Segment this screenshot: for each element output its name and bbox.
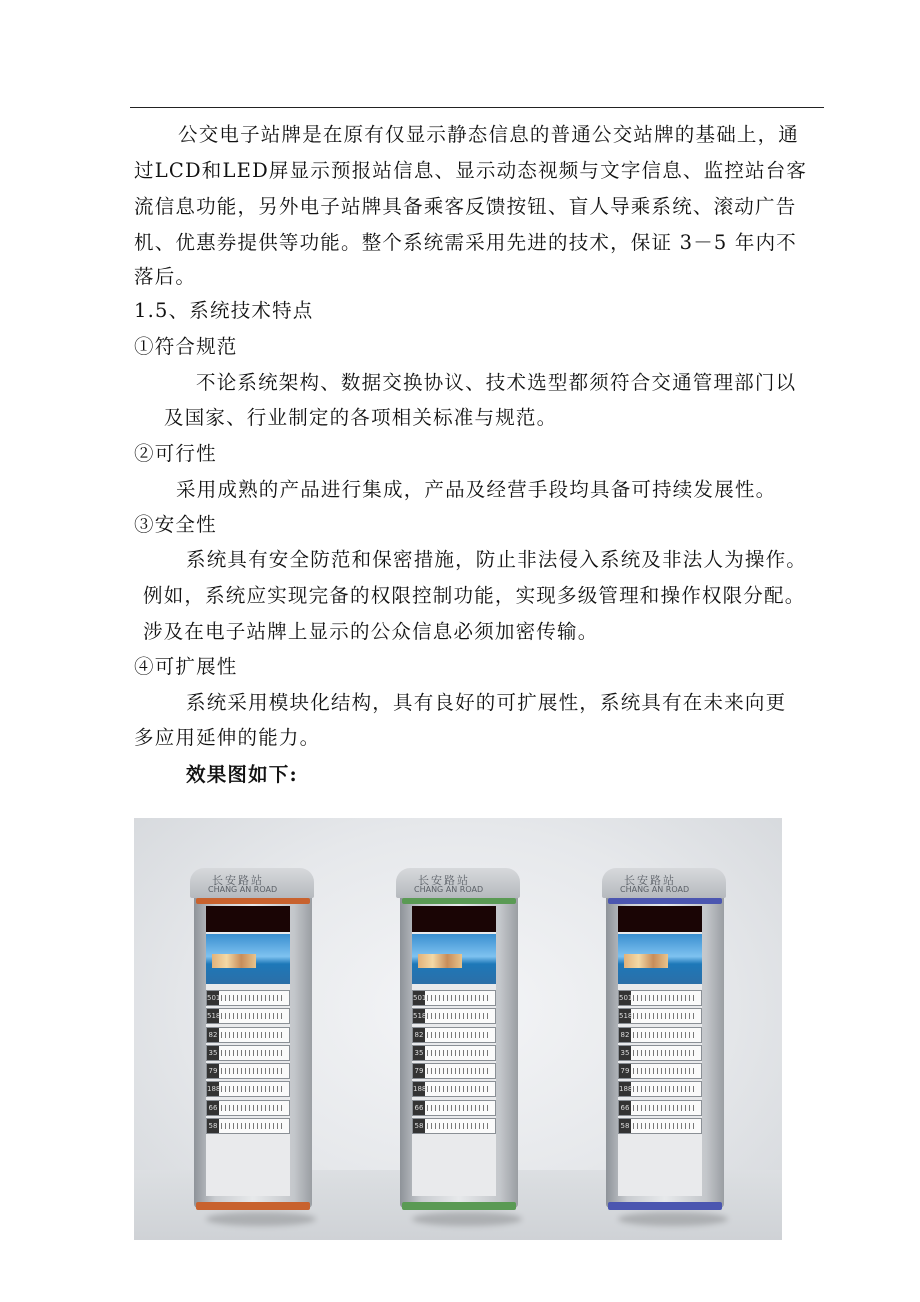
route-row: 58	[206, 1118, 290, 1134]
figure-caption: 效果图如下:	[186, 763, 298, 786]
item1-title: ①符合规范	[134, 335, 238, 358]
bus-stop-rendering	[134, 818, 782, 1240]
route-row: 79	[206, 1063, 290, 1079]
route-row: 188	[206, 1081, 290, 1097]
route-row: 188	[618, 1081, 702, 1097]
header-rule	[130, 107, 824, 108]
station-name-en: CHANG AN ROAD	[620, 885, 690, 894]
route-row: 79	[618, 1063, 702, 1079]
display-panel	[618, 906, 702, 1196]
station-name-en: CHANG AN ROAD	[414, 885, 484, 894]
route-row: 501	[618, 990, 702, 1006]
station-name: 长安路站	[418, 874, 470, 887]
route-row: 35	[206, 1045, 290, 1061]
kiosk-green	[400, 868, 518, 1220]
intro-line-3: 流信息功能，另外电子站牌具备乘客反馈按钮、盲人导乘系统、滚动广告	[134, 195, 797, 218]
trim-top	[402, 898, 516, 904]
route-list	[206, 990, 290, 1136]
led-display	[412, 906, 496, 932]
item3-body-line-1: 系统具有安全防范和保密措施，防止非法侵入系统及非法人为操作。	[186, 548, 808, 571]
route-row: 518	[618, 1008, 702, 1024]
route-row: 501	[206, 990, 290, 1006]
item3-body-line-3: 涉及在电子站牌上显示的公众信息必须加密传输。	[143, 620, 599, 643]
intro-line-2: 过LCD和LED屏显示预报站信息、显示动态视频与文字信息、监控站台客	[134, 159, 808, 182]
item4-body-line-1: 系统采用模块化结构，具有良好的可扩展性，系统具有在未来向更	[186, 691, 787, 714]
station-name-en: CHANG AN ROAD	[208, 885, 278, 894]
intro-line-1: 公交电子站牌是在原有仅显示静态信息的普通公交站牌的基础上，通	[178, 123, 800, 146]
kiosk-orange	[194, 868, 312, 1220]
trim-bottom	[402, 1202, 516, 1210]
item1-body-line-1: 不论系统架构、数据交换协议、技术选型都须符合交通管理部门以	[196, 371, 797, 394]
route-row: 82	[206, 1027, 290, 1043]
route-row: 35	[412, 1045, 496, 1061]
route-row: 518	[412, 1008, 496, 1024]
trim-bottom	[608, 1202, 722, 1210]
item3-body-line-2: 例如，系统应实现完备的权限控制功能，实现多级管理和操作权限分配。	[143, 584, 806, 607]
route-row: 82	[412, 1027, 496, 1043]
route-row: 58	[412, 1118, 496, 1134]
route-row: 66	[206, 1100, 290, 1116]
trim-top	[608, 898, 722, 904]
route-row: 66	[618, 1100, 702, 1116]
led-display	[618, 906, 702, 932]
item4-title: ④可扩展性	[134, 655, 238, 678]
route-row: 66	[412, 1100, 496, 1116]
lcd-screen	[618, 934, 702, 984]
route-row: 58	[618, 1118, 702, 1134]
lcd-screen	[412, 934, 496, 984]
item3-title: ③安全性	[134, 513, 217, 536]
intro-line-5: 落后。	[134, 265, 197, 288]
trim-top	[196, 898, 310, 904]
item4-body-line-2: 多应用延伸的能力。	[134, 726, 321, 749]
route-list	[412, 990, 496, 1136]
trim-bottom	[196, 1202, 310, 1210]
route-row: 79	[412, 1063, 496, 1079]
item1-body-line-2: 及国家、行业制定的各项相关标准与规范。	[164, 406, 558, 429]
display-panel	[412, 906, 496, 1196]
intro-line-4: 机、优惠券提供等功能。整个系统需采用先进的技术，保证 3－5 年内不	[134, 231, 798, 254]
kiosk-blue	[606, 868, 724, 1220]
route-row: 501	[412, 990, 496, 1006]
route-row: 82	[618, 1027, 702, 1043]
route-row: 188	[412, 1081, 496, 1097]
display-panel	[206, 906, 290, 1196]
station-name: 长安路站	[212, 874, 264, 887]
station-name: 长安路站	[624, 874, 676, 887]
item2-body-line-1: 采用成熟的产品进行集成，产品及经营手段均具备可持续发展性。	[176, 478, 777, 501]
route-row: 35	[618, 1045, 702, 1061]
route-row: 518	[206, 1008, 290, 1024]
item2-title: ②可行性	[134, 442, 217, 465]
section-heading: 1.5、系统技术特点	[134, 299, 314, 322]
lcd-screen	[206, 934, 290, 984]
led-display	[206, 906, 290, 932]
route-list	[618, 990, 702, 1136]
